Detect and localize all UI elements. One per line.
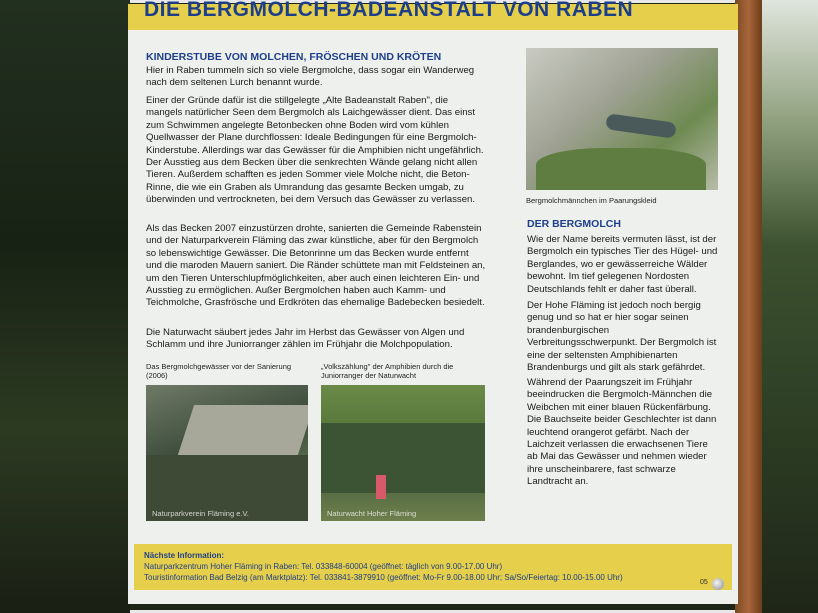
footer-band [134, 544, 732, 590]
right-heading: DER BERGMOLCH [527, 218, 621, 230]
wooden-post [735, 0, 762, 613]
photo1-caption: Das Bergmolchgewässer vor der Sanierung (2006) [146, 362, 292, 380]
photo-juniorrangers [321, 385, 485, 521]
right-paragraph-2: Der Hohe Fläming ist jedoch noch bergig genug und so hat er hier sogar seinen brandenburgischen Verbreitungsschwerpunkt. Der Bergmolch ist eine der seltensten Amphibienarten Brandenburgs und gilt als stark gefährdet. [527, 300, 717, 374]
forest-background-left [0, 0, 130, 613]
sign-code: 05 [700, 579, 708, 586]
bergmolch-photo-caption: Bergmolchmännchen im Paarungskleid [526, 196, 657, 205]
photo2-caption: „Volkszählung" der Amphibien durch die Juniorranger der Naturwacht [321, 362, 454, 380]
title-band [128, 0, 738, 30]
footer-line-1: Naturparkzentrum Hoher Fläming in Raben: Tel. 033848-60004 (geöffnet: täglich von 9.00-17.00 Uhr) [144, 562, 503, 571]
left-heading: KINDERSTUBE VON MOLCHEN, FRÖSCHEN UND KRÖTEN [146, 51, 442, 63]
screw-icon [712, 578, 724, 590]
photo2-credit: Naturwacht Hoher Fläming [327, 509, 417, 518]
photo-bergmolch [526, 48, 718, 190]
left-paragraph-1: Hier in Raben tummeln sich so viele Bergmolche, dass sogar ein Wanderweg nach dem seltenen Lurch benannt wurde. [146, 65, 475, 89]
photo-old-pool [146, 385, 308, 521]
right-paragraph-3: Während der Paarungszeit im Frühjahr beeindrucken die Bergmolch-Männchen die Weibchen mit einer blauen Rückenfärbung. Die Bauchseite beider Geschlechter ist dann leuchtend orangerot gefärbt. Nach der Laichzeit verlassen die erwachsenen Tiere ab Mai das Gewässer und nehmen wieder ihre unscheinbarere, fast schwarze Landtracht an. [527, 377, 717, 488]
left-paragraph-4: Die Naturwacht säubert jedes Jahr im Herbst das Gewässer von Algen und Schlamm und ihre Juniorranger zählen im Frühjahr die Molchpopulation. [146, 327, 465, 351]
left-paragraph-3: Als das Becken 2007 einzustürzen drohte, sanierten die Gemeinde Rabenstein und der Naturparkverein Fläming das zwar künstliche, aber für den Bergmolch so lebenswichtige Gewässer. Die Betonrinne um das Becken wurde entfernt und die maroden Mauern saniert. Die Ränder schüttete man mit Feldsteinen an, um den Tieren Unterschlupfmöglichkeiten, aber auch einen leichteren Ein- und Ausstieg zu ermöglichen. Außer Bergmolchen haben auch Kamm- und Teichmolche, Grasfrösche und Erdkröten das ehemalige Badebecken besiedelt. [146, 223, 486, 309]
left-paragraph-2: Einer der Gründe dafür ist die stillgelegte „Alte Badeanstalt Raben", die mangels natürlicher Seen dem Bergmolch als Laichgewässer dient. Das einst zum Schwimmen angelegte Betonbecken ohne Boden wird vom kühlen Quellwasser der Plane durchflossen: Ideale Bedingungen für eine Bergmolch-Kinderstube. Allerdings war das Gewässer für die Amphibien nicht ungefährlich. Der Ausstieg aus dem Becken über die senkrechten Wände gelang nicht allen Tieren. Außerdem schafften es jeden Sommer viele Molche nicht, die Beton-Rinne, die wie ein Graben als Umrandung das gesamte Becken umgab, zu überwinden und vertrockneten, bei dem Versuch das Gewässer zu verlassen. [146, 95, 484, 206]
information-sign [128, 0, 738, 604]
footer-label: Nächste Information: [144, 551, 225, 560]
photo1-credit: Naturparkverein Fläming e.V. [152, 509, 249, 518]
sign-title: DIE BERGMOLCH-BADEANSTALT VON RABEN [144, 0, 634, 21]
right-paragraph-1: Wie der Name bereits vermuten lässt, ist der Bergmolch ein typisches Tier des Hügel- und Berglandes, wo er gewässerreiche Wälder bewohnt. Im tief gelegenen Nordosten Deutschlands fehlt er daher fast überall. [527, 234, 718, 295]
footer-line-2: Touristinformation Bad Belzig (am Marktplatz): Tel. 033841-3879910 (geöffnet: Mo-Fr 9.00-18.00 Uhr; Sa/So/Feiertag: 10.00-15.00 Uhr) [144, 573, 623, 582]
forest-background-right [762, 0, 818, 613]
